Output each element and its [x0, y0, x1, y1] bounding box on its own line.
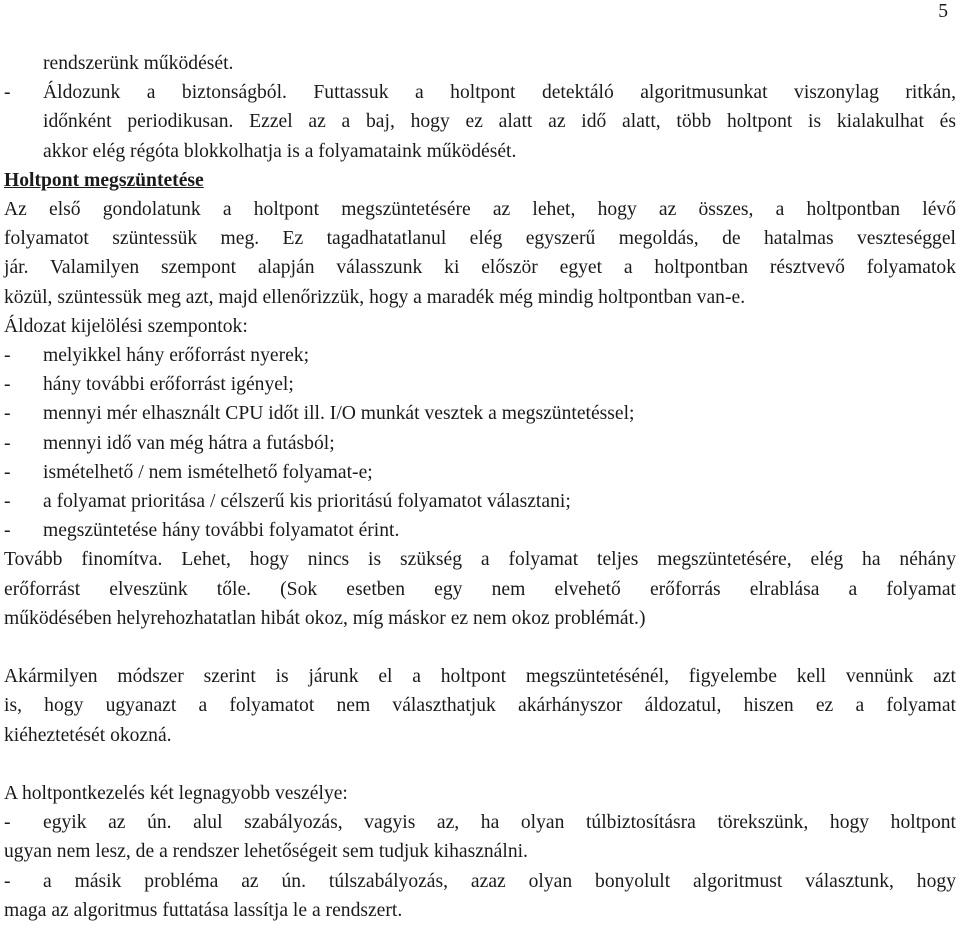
text-line: kiéheztetését okozná.: [4, 724, 172, 746]
list-dash: -: [4, 461, 11, 483]
list-item-text: melyikkel hány erőforrást nyerek;: [43, 345, 310, 367]
text-line: Áldozunk a biztonságból. Futtassuk a holtpont detektáló algoritmusunkat viszonylag ritkán,: [43, 82, 956, 104]
list-dash: -: [4, 870, 11, 892]
list-item: [4, 487, 956, 516]
criteria-title: Áldozat kijelölési szempontok:: [4, 315, 248, 337]
list-item: [4, 78, 956, 107]
list-dash: -: [4, 374, 11, 396]
list-item-text: ismételhető / nem ismételhető folyamat-e;: [43, 461, 373, 483]
text-line: rendszerünk működését.: [43, 53, 234, 74]
list-item-text: megszüntetése hány további folyamatot érint.: [43, 520, 400, 542]
text-line: időnként periodikusan. Ezzel az a baj, hogy ez alatt az idő alatt, több holtpont is kialakulhat és: [43, 111, 956, 133]
list-dash: -: [4, 520, 11, 542]
list-dash: -: [4, 82, 11, 104]
text-line: egyik az ún. alul szabályozás, vagyis az, ha olyan túlbiztosításra törekszünk, hogy holtpont: [43, 812, 956, 834]
paragraph-gap: [4, 750, 956, 779]
paragraph-gap: [4, 633, 956, 662]
text-line: Az első gondolatunk a holtpont megszüntetésére az lehet, hogy az összes, a holtpontban lévő: [4, 199, 956, 221]
list-dash: -: [4, 432, 11, 454]
list-dash: -: [4, 812, 11, 834]
list-item-text: a folyamat prioritása / célszerű kis prioritású folyamatot választani;: [43, 491, 571, 513]
text-line: ugyan nem lesz, de a rendszer lehetőségeit sem tudjuk kihasználni.: [4, 841, 528, 863]
text-line: erőforrást elveszünk tőle. (Sok esetben egy nem elvehető erőforrás elrablása a folyamat: [4, 578, 956, 600]
list-item-text: mennyi mér elhasznált CPU időt ill. I/O munkát vesztek a megszüntetéssel;: [43, 403, 635, 425]
list-dash: -: [4, 345, 11, 367]
text-line: Tovább finomítva. Lehet, hogy nincs is szükség a folyamat teljes megszüntetésére, elég ha néhány: [4, 549, 956, 571]
text-line: is, hogy ugyanazt a folyamatot nem választhatjuk akárhányszor áldozatul, hiszen ez a folyamat: [4, 695, 956, 717]
list-item: [4, 429, 956, 458]
text-line: a másik probléma az ún. túlszabályozás, azaz olyan bonyolult algoritmust választunk, hogy: [43, 870, 956, 892]
text-line: jár. Valamilyen szempont alapján válasszunk ki először egyet a holtpontban résztvevő folyamatok: [4, 257, 956, 279]
list-item-text: mennyi idő van még hátra a futásból;: [43, 432, 335, 454]
text-line: működésében helyrehozhatatlan hibát okoz, míg máskor ez nem okoz problémát.): [4, 607, 646, 629]
list-item: [4, 867, 956, 896]
section-heading: Holtpont megszüntetése: [4, 169, 204, 191]
document-body: [4, 49, 956, 925]
list-item-text: hány további erőforrást igényel;: [43, 374, 294, 396]
list-item: [4, 399, 956, 428]
list-item: [4, 516, 956, 545]
text-line: közül, szüntessük meg azt, majd ellenőrizzük, hogy a maradék még mindig holtpontban van-e.: [4, 286, 746, 308]
list-dash: -: [4, 403, 11, 425]
text-line: akkor elég régóta blokkolhatja is a folyamataink működését.: [43, 140, 517, 162]
list-item: [4, 341, 956, 370]
list-item: [4, 370, 956, 399]
list-item: [4, 458, 956, 487]
list-item: [4, 808, 956, 837]
text-line: maga az algoritmus futtatása lassítja le a rendszert.: [4, 899, 403, 921]
text-line: Akármilyen módszer szerint is járunk el a holtpont megszüntetésénél, figyelembe kell vennünk azt: [4, 666, 956, 688]
text-line: folyamatot szüntessük meg. Ez tagadhatatlanul elég egyszerű megoldás, de hatalmas veszteséggel: [4, 228, 956, 250]
text-line: A holtpontkezelés két legnagyobb veszélye:: [4, 783, 348, 805]
list-dash: -: [4, 491, 11, 513]
page-number: 5: [938, 1, 948, 22]
